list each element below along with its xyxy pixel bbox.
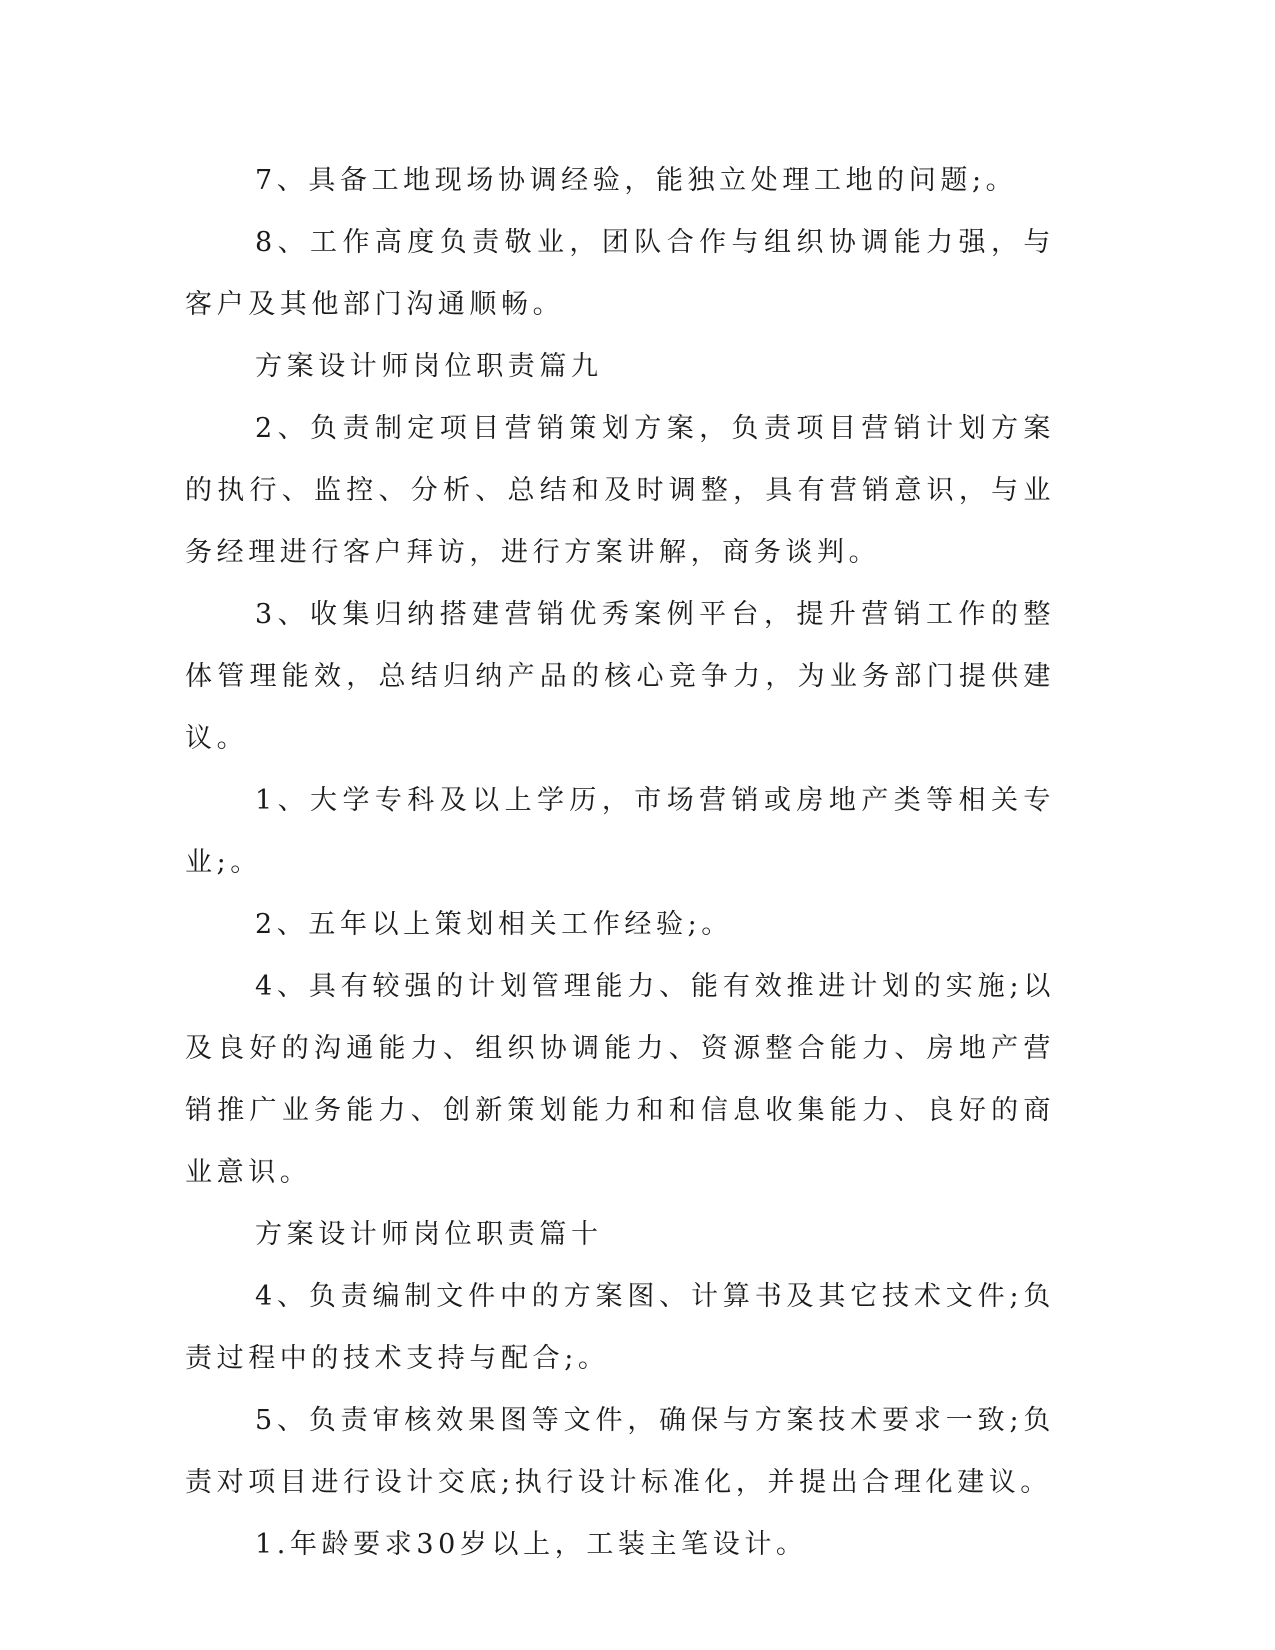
paragraph-requirement-7: 7、具备工地现场协调经验，能独立处理工地的问题;。: [255, 165, 1018, 196]
paragraph-requirement-8: 8、工作高度负责敬业，团队合作与组织协调能力强，与客户及其他部门沟通顺畅。: [185, 227, 1055, 320]
paragraph-requirement-2: 2、五年以上策划相关工作经验;。: [255, 909, 733, 940]
paragraph-duty-5: 5、负责审核效果图等文件，确保与方案技术要求一致;负责对项目进行设计交底;执行设计标准化，并提出合理化建议。: [185, 1405, 1055, 1498]
paragraph-requirement-4: 4、具有较强的计划管理能力、能有效推进计划的实施;以及良好的沟通能力、组织协调能力、资源整合能力、房地产营销推广业务能力、创新策划能力和和信息收集能力、良好的商业意识。: [185, 971, 1055, 1188]
paragraph-duty-4: 4、负责编制文件中的方案图、计算书及其它技术文件;负责过程中的技术支持与配合;。: [185, 1281, 1055, 1374]
paragraph-requirement-1: 1、大学专科及以上学历，市场营销或房地产类等相关专业;。: [185, 785, 1055, 878]
paragraph-duty-3: 3、收集归纳搭建营销优秀案例平台，提升营销工作的整体管理能效，总结归纳产品的核心竞争力，为业务部门提供建议。: [185, 599, 1055, 754]
document-body: [185, 150, 1055, 1576]
paragraph-duty-2: 2、负责制定项目营销策划方案，负责项目营销计划方案的执行、监控、分析、总结和及时调整，具有营销意识，与业务经理进行客户拜访，进行方案讲解，商务谈判。: [185, 413, 1055, 568]
section-heading-part-10: 方案设计师岗位职责篇十: [255, 1219, 603, 1250]
section-heading-part-9: 方案设计师岗位职责篇九: [255, 351, 603, 382]
paragraph-age-requirement: 1.年龄要求30岁以上，工装主笔设计。: [255, 1529, 808, 1560]
